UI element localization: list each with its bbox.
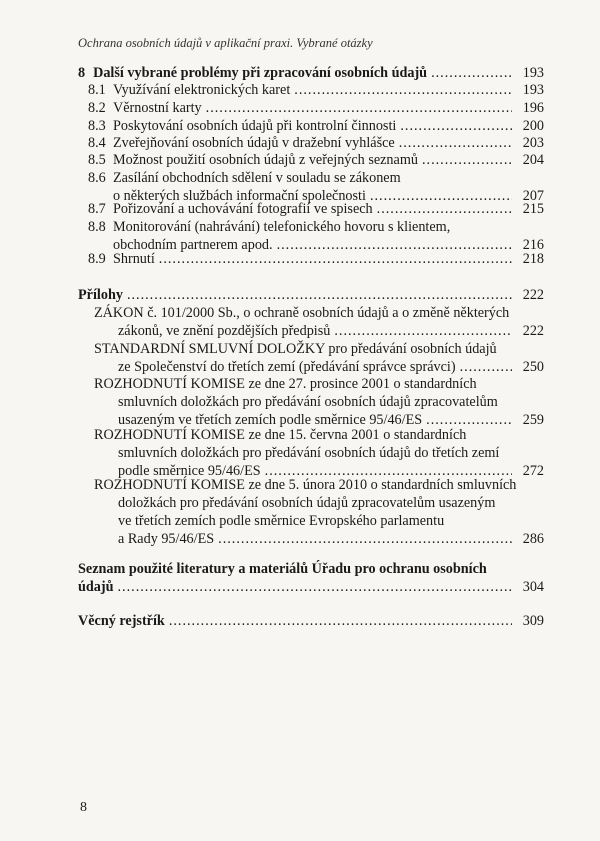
item-title: Zveřejňování osobních údajů v dražební vyhlášce	[113, 135, 395, 151]
appendix-line: STANDARDNÍ SMLUVNÍ DOLOŽKY pro předávání osobních údajů	[94, 341, 497, 357]
item-number: 8.6	[88, 170, 106, 186]
item-number: 8.1	[88, 82, 106, 98]
item-title: Shrnutí	[113, 251, 155, 267]
leader-dots	[377, 200, 512, 218]
item-title-line2: o některých službách informační společnosti	[113, 188, 366, 204]
toc-item-8-1[interactable]	[88, 81, 544, 99]
page-ref: 272	[522, 463, 544, 479]
appendix-line: ve třetích zemích podle směrnice Evropského parlamentu	[118, 513, 445, 529]
item-title-line2: obchodním partnerem apod.	[113, 237, 273, 253]
leader-dots	[169, 612, 512, 630]
item-number: 8.4	[88, 135, 106, 151]
toc-literature[interactable]	[78, 560, 544, 596]
item-number: 8.3	[88, 118, 106, 134]
item-title: Možnost použití osobních údajů z veřejných seznamů	[113, 152, 418, 168]
toc-item-8-5[interactable]	[88, 151, 544, 169]
page-number: 8	[80, 800, 87, 815]
toc-chapter-8[interactable]	[78, 64, 544, 82]
page-ref: 216	[522, 237, 544, 253]
chapter-title: Další vybrané problémy při zpracování osobních údajů	[93, 65, 428, 81]
toc-appendix-2[interactable]	[94, 340, 544, 376]
running-header: Ochrana osobních údajů v aplikační praxi. Vybrané otázky	[78, 36, 373, 50]
appendix-line: ze Společenství do třetích zemí (předávání správce správci)	[118, 359, 456, 375]
leader-dots	[422, 151, 512, 169]
appendix-line: usazeným ve třetích zemích podle směrnice 95/46/ES	[118, 412, 423, 428]
page-ref: 259	[522, 412, 544, 428]
section-title-line1: Seznam použité literatury a materiálů Úřadu pro ochranu osobních	[78, 561, 487, 577]
item-number: 8.7	[88, 201, 106, 217]
page-ref: 309	[522, 613, 544, 629]
page-ref: 215	[522, 201, 544, 217]
page-ref: 200	[522, 118, 544, 134]
toc-appendix-3[interactable]	[94, 375, 544, 429]
appendix-line: a Rady 95/46/ES	[118, 531, 215, 547]
item-title: Využívání elektronických karet	[113, 82, 291, 98]
appendix-line: ROZHODNUTÍ KOMISE ze dne 27. prosince 2001 o standardních	[94, 376, 477, 392]
item-title-line1: Zasílání obchodních sdělení v souladu se zákonem	[113, 170, 401, 186]
page-ref: 204	[522, 152, 544, 168]
item-title: Věrnostní karty	[113, 100, 202, 116]
page-ref: 193	[522, 65, 544, 81]
leader-dots	[400, 117, 512, 135]
item-title-line1: Monitorování (nahrávání) telefonického hovoru s klientem,	[113, 219, 451, 235]
item-number: 8.8	[88, 219, 106, 235]
page-ref: 304	[522, 579, 544, 595]
appendix-line: smluvních doložkách pro předávání osobních údajů zpracovatelům	[118, 394, 498, 410]
page-ref: 222	[522, 287, 544, 303]
section-title: Věcný rejstřík	[78, 613, 165, 629]
appendix-line: smluvních doložkách pro předávání osobních údajů do třetích zemí	[118, 445, 500, 461]
toc-item-8-2[interactable]	[88, 99, 544, 117]
leader-dots	[294, 81, 512, 99]
page-ref: 222	[522, 323, 544, 339]
leader-dots	[206, 99, 512, 117]
page-ref: 218	[522, 251, 544, 267]
appendix-line: ROZHODNUTÍ KOMISE ze dne 5. února 2010 o standardních smluvních	[94, 477, 517, 493]
appendix-line: ROZHODNUTÍ KOMISE ze dne 15. června 2001 o standardních	[94, 427, 467, 443]
appendix-line: ZÁKON č. 101/2000 Sb., o ochraně osobních údajů a o změně některých	[94, 305, 510, 321]
appendix-line: zákonů, ve znění pozdějších předpisů	[118, 323, 331, 339]
leader-dots	[118, 578, 513, 596]
toc-appendices[interactable]	[78, 286, 544, 304]
toc-item-8-9[interactable]	[88, 250, 544, 268]
page-ref: 286	[522, 531, 544, 547]
toc-appendix-4[interactable]	[94, 426, 544, 480]
leader-dots	[218, 530, 512, 548]
leader-dots	[127, 286, 512, 304]
toc-item-8-7[interactable]	[88, 200, 544, 218]
leader-dots	[159, 250, 512, 268]
page-ref: 207	[522, 188, 544, 204]
item-number: 8.2	[88, 100, 106, 116]
item-title: Poskytování osobních údajů při kontrolní činnosti	[113, 118, 397, 134]
page-ref: 250	[522, 359, 544, 375]
appendix-line: doložkách pro předávání osobních údajů zpracovatelům usazeným	[118, 495, 496, 511]
toc-index[interactable]	[78, 612, 544, 630]
leader-dots	[334, 322, 512, 340]
page-ref: 193	[522, 82, 544, 98]
appendix-line: podle směrnice 95/46/ES	[118, 463, 261, 479]
item-number: 8.5	[88, 152, 106, 168]
toc-appendix-1[interactable]	[94, 304, 544, 340]
page-ref: 196	[522, 100, 544, 116]
page-ref: 203	[522, 135, 544, 151]
leader-dots	[431, 64, 512, 82]
leader-dots	[460, 358, 512, 376]
toc-item-8-4[interactable]	[88, 134, 544, 152]
item-number: 8.9	[88, 251, 106, 267]
toc-item-8-3[interactable]	[88, 117, 544, 135]
section-title-line2: údajů	[78, 579, 114, 595]
toc-appendix-5[interactable]	[94, 476, 544, 548]
leader-dots	[399, 134, 512, 152]
item-title: Pořizování a uchovávání fotografií ve spisech	[113, 201, 373, 217]
toc-item-8-8[interactable]	[88, 218, 544, 254]
section-title: Přílohy	[78, 287, 123, 303]
chapter-number: 8	[78, 65, 86, 81]
